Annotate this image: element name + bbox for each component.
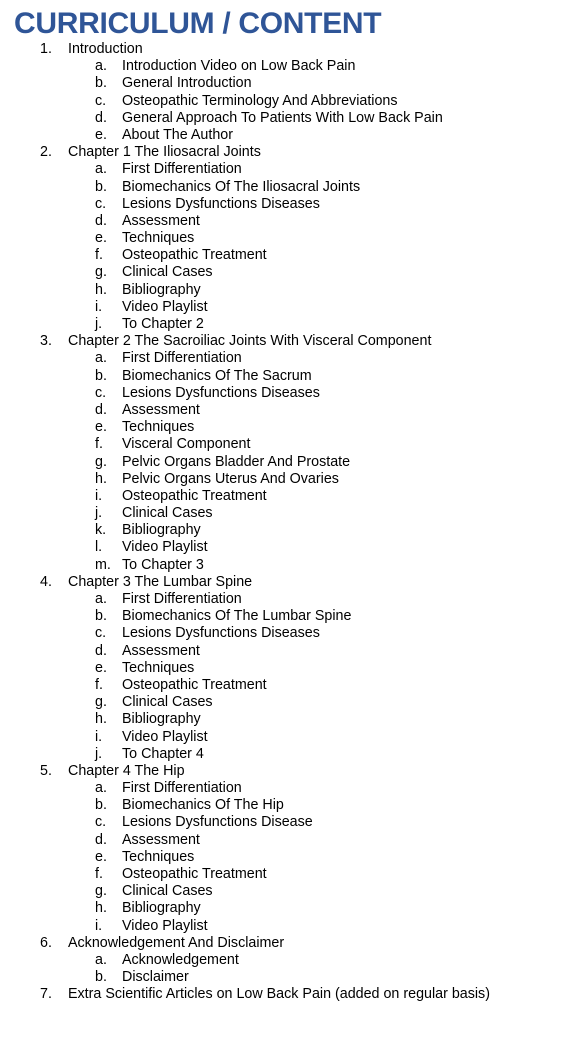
subsection-letter: i. [95, 487, 103, 504]
subsection-label: To Chapter 3 [122, 556, 204, 573]
subsection-label: To Chapter 2 [122, 316, 204, 332]
subsection-item [0, 316, 576, 333]
page-title: CURRICULUM / CONTENT [14, 7, 382, 40]
subsection-item [0, 213, 576, 230]
subsection-item [0, 161, 576, 178]
subsection-letter: a. [95, 951, 107, 968]
subsection-label: First Differentiation [122, 780, 242, 797]
section-number: 2. [40, 144, 52, 161]
subsection-letter: e. [95, 659, 107, 676]
section-item [0, 333, 576, 350]
section-item [0, 574, 576, 591]
subsection-label: Pelvic Organs Bladder And Prostate [122, 453, 351, 470]
subsection-letter: c. [95, 195, 107, 212]
section-item [0, 935, 576, 952]
section-label: Chapter 3 The Lumbar Spine [68, 573, 253, 590]
subsection-letter: h. [95, 900, 107, 917]
subsection-letter: h. [95, 711, 107, 728]
subsection-item [0, 385, 576, 402]
subsection-label: Lesions Dysfunctions Diseases [122, 384, 320, 401]
subsection-letter: i. [95, 298, 103, 315]
subsection-item [0, 952, 576, 969]
subsection-letter: c. [95, 625, 107, 642]
subsection-letter: g. [95, 264, 107, 281]
subsection-letter: h. [95, 281, 107, 298]
subsection-letter: f. [95, 866, 103, 882]
subsection-item [0, 454, 576, 471]
subsection-letter: k. [95, 522, 107, 539]
subsection-letter: a. [95, 350, 107, 367]
subsection-letter: d. [95, 831, 107, 848]
section-label: Acknowledgement And Disclaimer [68, 934, 285, 951]
subsection-label: Assessment [122, 831, 200, 848]
subsection-item [0, 264, 576, 281]
subsection-item [0, 350, 576, 367]
subsection-letter: l. [95, 539, 103, 556]
subsection-letter: f. [95, 676, 103, 693]
subsection-letter: c. [95, 384, 107, 401]
subsection-item [0, 522, 576, 539]
section-number: 6. [40, 934, 52, 951]
subsection-letter: d. [95, 642, 107, 659]
subsection-label: First Differentiation [122, 591, 242, 607]
section-item [0, 763, 576, 780]
subsection-item [0, 711, 576, 728]
subsection-label: General Approach To Patients With Low Back Pain [122, 109, 443, 126]
subsection-label: Acknowledgement [122, 951, 239, 968]
subsection-label: Biomechanics Of The Hip [122, 797, 284, 814]
subsection-item [0, 557, 576, 574]
subsection-letter: f. [95, 436, 103, 453]
subsection-label: Assessment [122, 642, 200, 659]
subsection-item [0, 625, 576, 642]
subsection-letter: b. [95, 969, 107, 986]
subsection-item [0, 969, 576, 986]
subsection-item [0, 746, 576, 763]
subsection-letter: j. [95, 745, 103, 762]
section-label: Extra Scientific Articles on Low Back Pain (added on regular basis) [68, 986, 490, 1003]
subsection-letter: d. [95, 109, 107, 126]
subsection-label: Bibliography [122, 900, 201, 917]
subsection-item [0, 282, 576, 299]
subsection-item [0, 591, 576, 608]
subsection-letter: a. [95, 591, 107, 607]
subsection-label: Video Playlist [122, 917, 208, 934]
subsection-item [0, 814, 576, 831]
subsection-label: Biomechanics Of The Sacrum [122, 367, 312, 384]
subsection-label: Clinical Cases [122, 505, 213, 522]
subsection-label: Biomechanics Of The Lumbar Spine [122, 608, 352, 625]
subsection-label: Disclaimer [122, 969, 189, 986]
subsection-item [0, 729, 576, 746]
section-label: Chapter 1 The Iliosacral Joints [68, 144, 261, 161]
subsection-letter: a. [95, 161, 107, 178]
subsection-letter: e. [95, 419, 107, 436]
subsection-item [0, 866, 576, 883]
section-label: Introduction [68, 41, 143, 57]
subsection-label: Clinical Cases [122, 694, 213, 711]
subsection-label: Techniques [122, 419, 195, 436]
subsection-letter: a. [95, 58, 107, 75]
subsection-letter: c. [95, 92, 107, 109]
subsection-letter: i. [95, 917, 103, 934]
subsection-label: General Introduction [122, 75, 252, 92]
section-item [0, 144, 576, 161]
subsection-letter: c. [95, 814, 107, 831]
subsection-label: Assessment [122, 401, 200, 418]
subsection-label: Osteopathic Treatment [122, 247, 267, 264]
subsection-item [0, 75, 576, 92]
subsection-label: Visceral Component [122, 436, 251, 453]
subsection-label: Bibliography [122, 281, 201, 298]
subsection-label: Osteopathic Terminology And Abbreviations [122, 92, 398, 109]
subsection-item [0, 471, 576, 488]
subsection-label: Assessment [122, 212, 200, 229]
subsection-letter: e. [95, 230, 107, 247]
subsection-label: First Differentiation [122, 350, 242, 367]
subsection-item [0, 419, 576, 436]
subsection-letter: e. [95, 848, 107, 865]
subsection-label: Video Playlist [122, 298, 208, 315]
subsection-item [0, 900, 576, 917]
subsection-letter: b. [95, 75, 107, 92]
subsection-letter: a. [95, 780, 107, 797]
subsection-letter: g. [95, 453, 107, 470]
subsection-item [0, 918, 576, 935]
subsection-label: Introduction Video on Low Back Pain [122, 58, 356, 75]
subsection-letter: b. [95, 608, 107, 625]
subsection-item [0, 368, 576, 385]
subsection-label: Bibliography [122, 522, 201, 539]
subsection-item [0, 58, 576, 75]
subsection-item [0, 539, 576, 556]
subsection-letter: f. [95, 247, 103, 264]
subsection-letter: m. [95, 556, 111, 573]
subsection-item [0, 179, 576, 196]
subsection-label: To Chapter 4 [122, 745, 204, 762]
subsection-item [0, 780, 576, 797]
subsection-letter: j. [95, 505, 103, 522]
subsection-item [0, 402, 576, 419]
subsection-label: Video Playlist [122, 728, 208, 745]
subsection-item [0, 436, 576, 453]
subsection-letter: b. [95, 797, 107, 814]
subsection-item [0, 299, 576, 316]
subsection-label: Pelvic Organs Uterus And Ovaries [122, 470, 339, 487]
subsection-label: Bibliography [122, 711, 201, 728]
subsection-item [0, 230, 576, 247]
subsection-item [0, 694, 576, 711]
subsection-label: About The Author [122, 126, 234, 143]
section-label: Chapter 2 The Sacroiliac Joints With Visceral Component [68, 333, 432, 350]
subsection-letter: h. [95, 470, 107, 487]
subsection-letter: i. [95, 728, 103, 745]
subsection-item [0, 608, 576, 625]
subsection-label: Techniques [122, 848, 195, 865]
subsection-label: Osteopathic Treatment [122, 866, 267, 882]
section-number: 4. [40, 573, 52, 590]
subsection-item [0, 883, 576, 900]
subsection-letter: b. [95, 367, 107, 384]
curriculum-list [0, 41, 576, 1004]
subsection-item [0, 797, 576, 814]
section-item [0, 986, 576, 1003]
subsection-item [0, 110, 576, 127]
subsection-label: Clinical Cases [122, 264, 213, 281]
subsection-letter: d. [95, 401, 107, 418]
subsection-item [0, 247, 576, 264]
subsection-label: Biomechanics Of The Iliosacral Joints [122, 178, 361, 195]
section-number: 1. [40, 41, 52, 57]
section-number: 3. [40, 333, 52, 350]
section-number: 5. [40, 762, 52, 779]
subsection-label: Lesions Dysfunctions Disease [122, 814, 313, 831]
section-item [0, 41, 576, 58]
subsection-label: Osteopathic Treatment [122, 676, 267, 693]
subsection-label: Osteopathic Treatment [122, 487, 267, 504]
subsection-label: Video Playlist [122, 539, 208, 556]
subsection-item [0, 127, 576, 144]
subsection-letter: j. [95, 316, 103, 332]
subsection-item [0, 660, 576, 677]
subsection-item [0, 832, 576, 849]
subsection-label: Lesions Dysfunctions Diseases [122, 195, 320, 212]
subsection-letter: e. [95, 126, 107, 143]
subsection-item [0, 196, 576, 213]
subsection-item [0, 643, 576, 660]
subsection-label: First Differentiation [122, 161, 242, 178]
subsection-label: Clinical Cases [122, 883, 213, 900]
subsection-item [0, 849, 576, 866]
subsection-label: Techniques [122, 659, 195, 676]
subsection-item [0, 677, 576, 694]
section-number: 7. [40, 986, 52, 1003]
subsection-letter: d. [95, 212, 107, 229]
subsection-item [0, 488, 576, 505]
subsection-letter: g. [95, 694, 107, 711]
subsection-letter: g. [95, 883, 107, 900]
section-label: Chapter 4 The Hip [68, 762, 185, 779]
subsection-letter: b. [95, 178, 107, 195]
subsection-item [0, 505, 576, 522]
subsection-item [0, 93, 576, 110]
subsection-label: Lesions Dysfunctions Diseases [122, 625, 320, 642]
subsection-label: Techniques [122, 230, 195, 247]
